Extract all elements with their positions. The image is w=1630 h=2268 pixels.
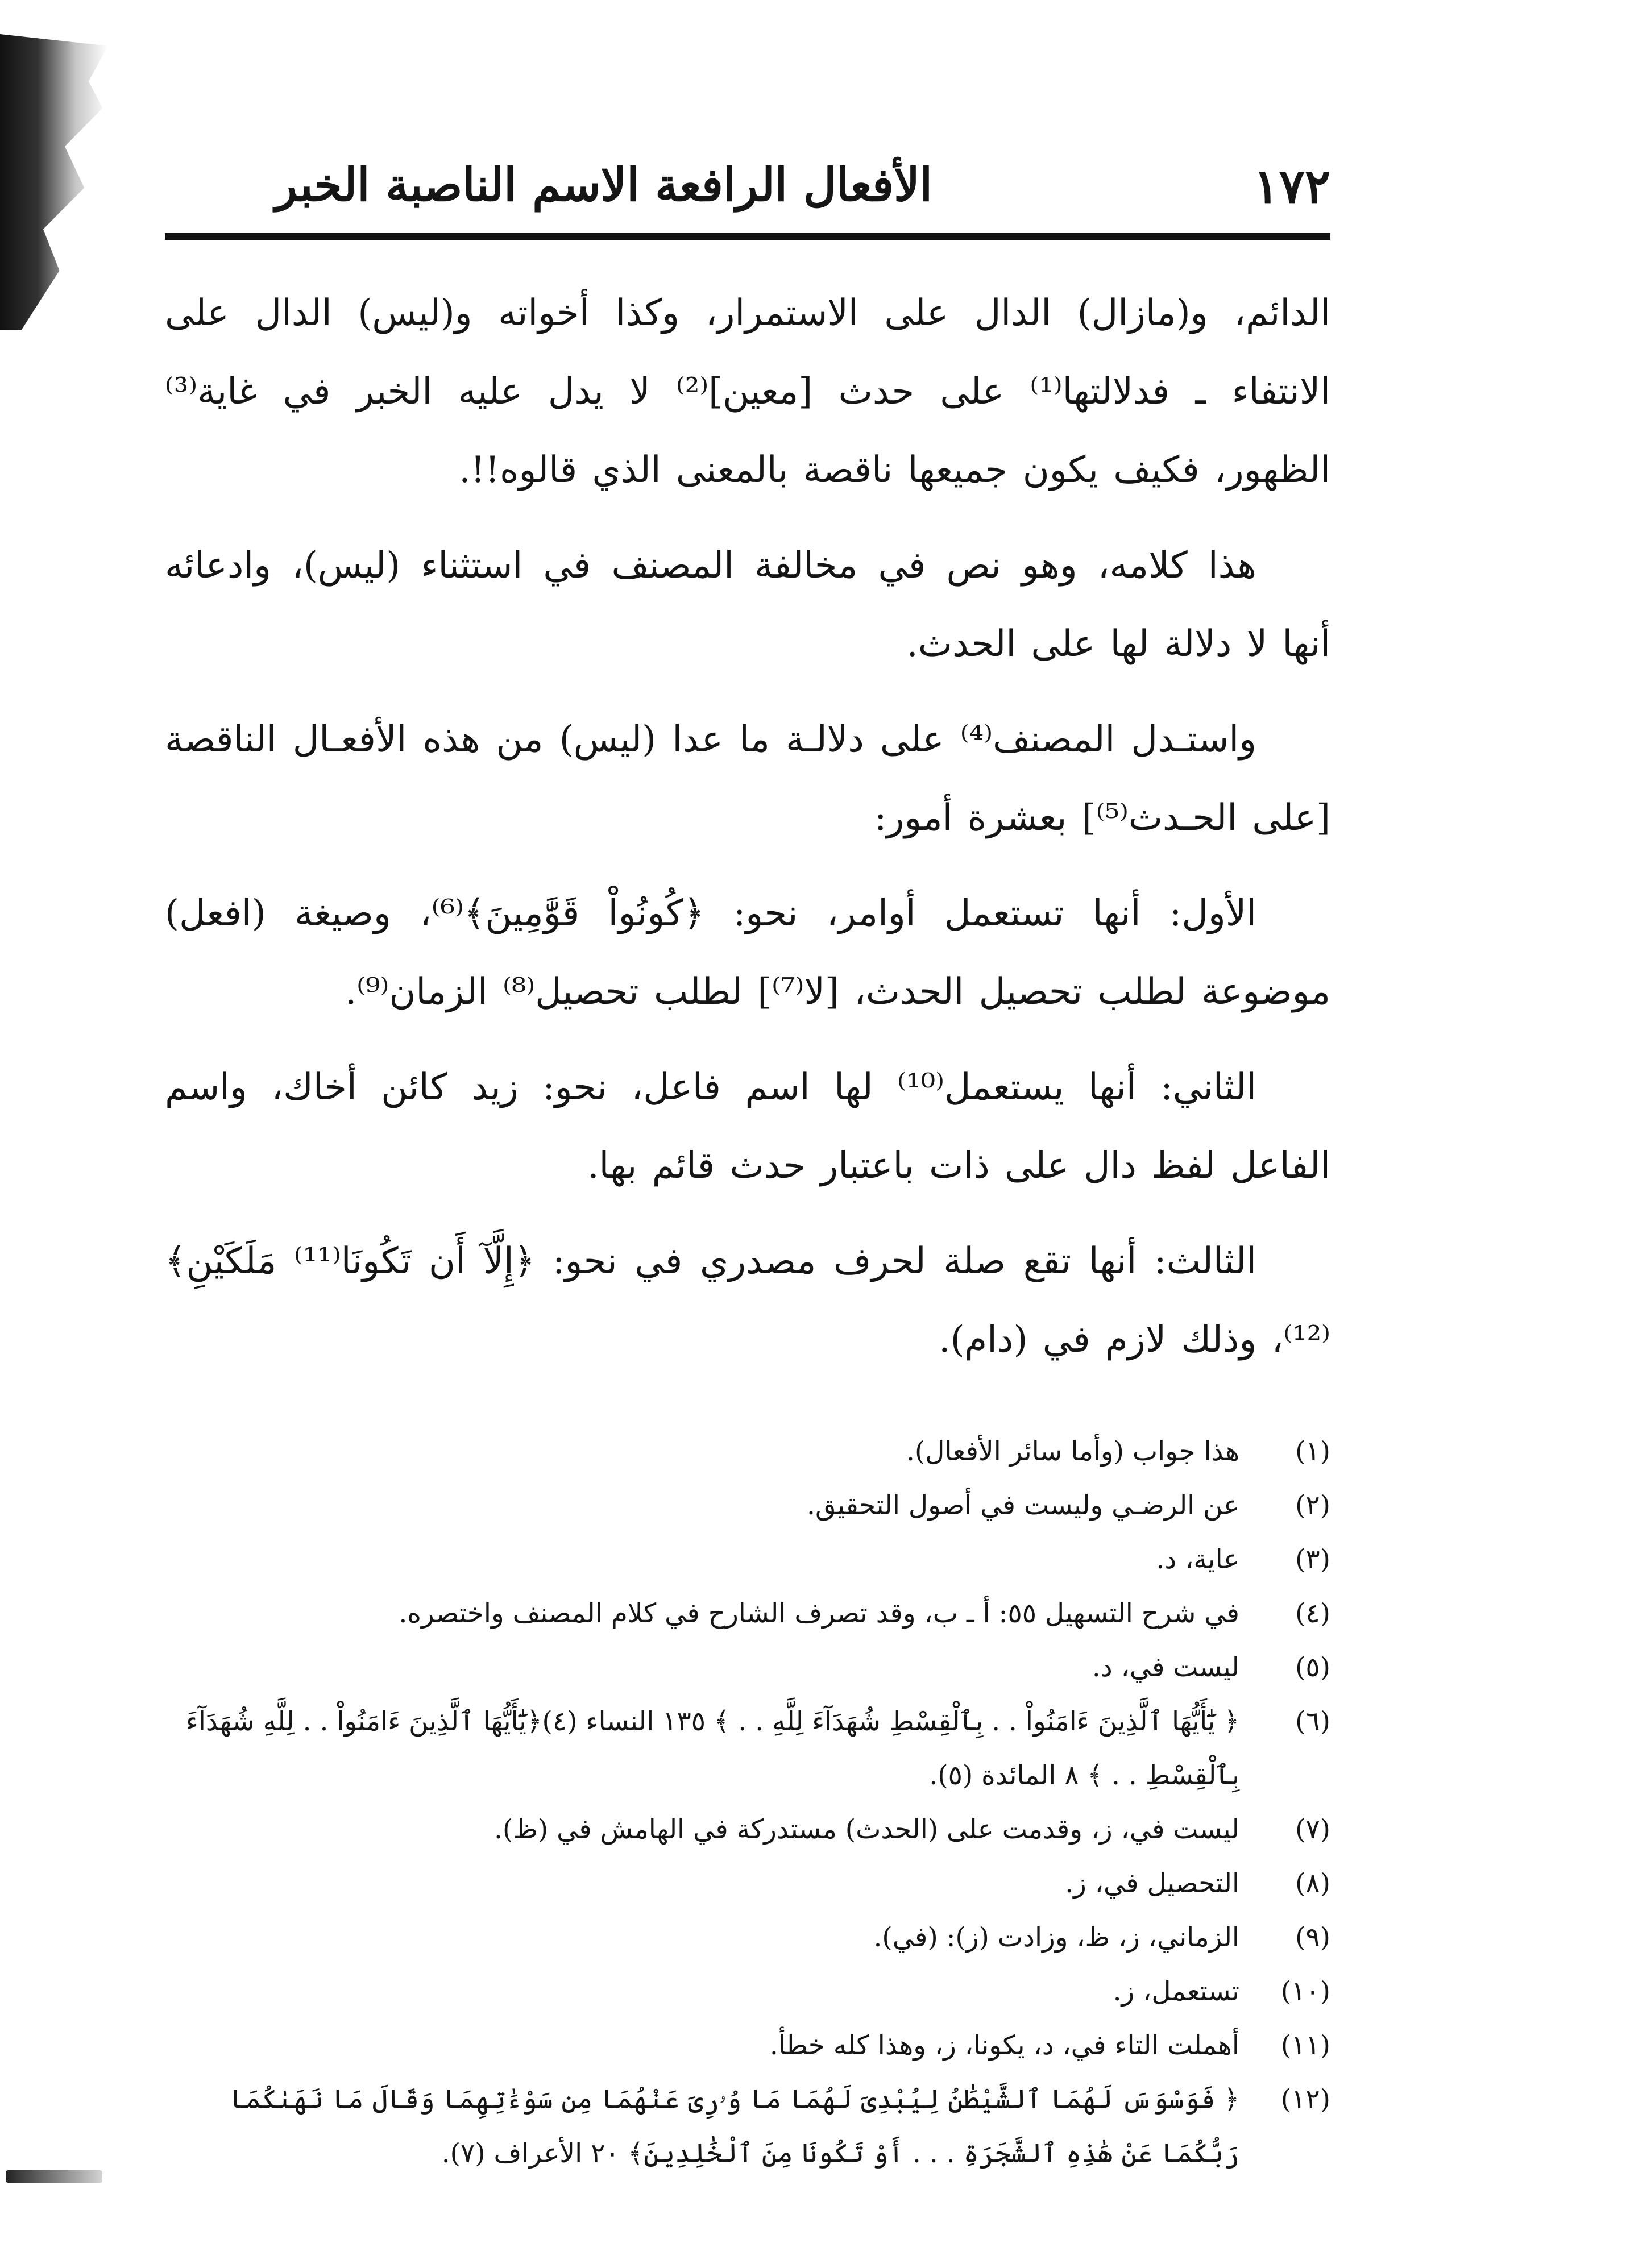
footnote-text: تستعمل، ز. [1113, 1976, 1239, 2007]
footnote-text: الزماني، ز، ظ، وزادت (ز): (في). [873, 1922, 1239, 1953]
footnote [165, 1856, 1330, 1910]
footnote-text: في شرح التسهيل ٥٥: أ ـ ب، وقد تصرف الشارح في كلام المصنف واختصره. [399, 1598, 1239, 1629]
footnote-number: (٢) [1295, 1490, 1330, 1521]
running-title: الأفعال الرافعة الاسم الناصبة الخبر [275, 158, 932, 211]
page-number: ١٧٢ [1253, 158, 1330, 214]
footnote [165, 1586, 1330, 1640]
footnote-number: (٤) [1295, 1598, 1330, 1629]
footnote-number: (١٢) [1280, 2084, 1330, 2115]
footnote-text: التحصيل في، ز. [1065, 1868, 1239, 1899]
footnote-number: (١١) [1280, 2030, 1330, 2061]
footnote-text: ليست في، ز، وقدمت على (الحدث) مستدركة في الهامش في (ظ). [494, 1814, 1239, 1845]
footnote-number: (٩) [1295, 1922, 1330, 1953]
footnote-text: هذا جواب (وأما سائر الأفعال). [906, 1436, 1239, 1467]
scan-shadow-edge [0, 34, 108, 330]
footnote-number: (١٠) [1280, 1976, 1330, 2007]
footnote-text: عن الرضـي وليست في أصول التحقيق. [807, 1490, 1239, 1521]
footnote-text: ﴿ يَٰٓأَيُّهَا ٱلَّذِينَ ءَامَنُواْ . . بِٱلْقِسْطِ شُهَدَآءَ لِلَّهِ . . ﴾ ١٣٥ النساء (٤)﴿يَٰٓأَيُّهَا ٱلَّذِينَ ءَامَنُواْ . . لِلَّهِ شُهَدَآءَ بِٱلْقِسْطِ . . ﴾ ٨ المائدة (٥). [185, 1706, 1239, 1791]
paragraph: الأول: أنها تستعمل أوامر، نحو: ﴿كُونُواْ قَوَّٰمِينَ﴾⁽⁶⁾، وصيغة (افعل) موضوعة لطلب تحصيل الحدث، [لا⁽⁷⁾] لطلب تحصيل⁽⁸⁾ الزمان⁽⁹⁾. [165, 892, 1330, 1013]
footnote [165, 1478, 1330, 1532]
paragraph: واستـدل المصنف⁽⁴⁾ على دلالـة ما عدا (ليس) من هذه الأفعـال الناقصة [على الحـدث⁽⁵⁾] بعشرة أمور: [165, 718, 1330, 839]
footnote-text: ﴿ فَوَسْوَسَ لَهُمَا ٱلشَّيْطَٰنُ لِيُبْدِىَ لَهُمَا مَا وُۥرِىَ عَنْهُمَا مِن سَوْءَٰتِهِمَا وَقَالَ مَا نَهَىٰكُمَا رَبُّكُمَا عَنْ هَٰذِهِ ٱلشَّجَرَةِ . . . أَوْ تَكُونَا مِنَ ٱلْخَٰلِدِينَ﴾ ٢٠ الأعراف (٧). [230, 2084, 1239, 2169]
footnote [165, 1424, 1330, 1478]
footnote-text: عاية، د. [1156, 1544, 1239, 1575]
footnote [165, 2072, 1330, 2180]
body-text [165, 274, 1330, 1379]
footnote-number: (١) [1295, 1436, 1330, 1467]
book-page [165, 153, 1331, 2169]
footnote-number: (٨) [1295, 1868, 1330, 1899]
paragraph: الثالث: أنها تقع صلة لحرف مصدري في نحو: ﴿إِلَّآ أَن تَكُونَا⁽¹¹⁾ مَلَكَيْنِ﴾⁽¹²⁾، وذلك لازم في (دام). [165, 1240, 1330, 1361]
footnote [165, 1802, 1330, 1856]
footnote-number: (٧) [1295, 1814, 1330, 1845]
footnote [165, 1910, 1330, 1964]
paragraph: الثاني: أنها يستعمل⁽¹⁰⁾ لها اسم فاعل، نحو: زيد كائن أخاك، واسم الفاعل لفظ دال على ذات باعتبار حدث قائم بها. [165, 1066, 1330, 1187]
footnote-text: ليست في، د. [1092, 1652, 1239, 1683]
footnote [165, 1640, 1330, 1694]
footnote [165, 1532, 1330, 1586]
paragraph: الدائم، و(مازال) الدال على الاستمرار، وكذا أخواته و(ليس) الدال على الانتفاء ـ فدلالتها⁽¹⁾ على حدث [معين]⁽²⁾ لا يدل عليه الخبر في غاية⁽³⁾ الظهور، فكيف يكون جميعها ناقصة بالمعنى الذي قالوه!!. [165, 292, 1331, 491]
footnote [165, 2018, 1330, 2072]
page-header [165, 153, 1330, 240]
footnote-number: (٣) [1295, 1544, 1330, 1575]
footnote [165, 1964, 1330, 2018]
paragraph: هذا كلامه، وهو نص في مخالفة المصنف في استثناء (ليس)، وادعائه أنها لا دلالة لها على الحدث. [165, 545, 1330, 665]
footnotes [165, 1424, 1330, 2180]
footnote-text: أهملت التاء في، د، يكونا، ز، وهذا كله خطأ. [769, 2030, 1239, 2061]
footnote-number: (٥) [1295, 1652, 1330, 1683]
footnote [165, 1694, 1330, 1802]
scan-mark [6, 2170, 102, 2183]
footnote-number: (٦) [1295, 1706, 1330, 1737]
